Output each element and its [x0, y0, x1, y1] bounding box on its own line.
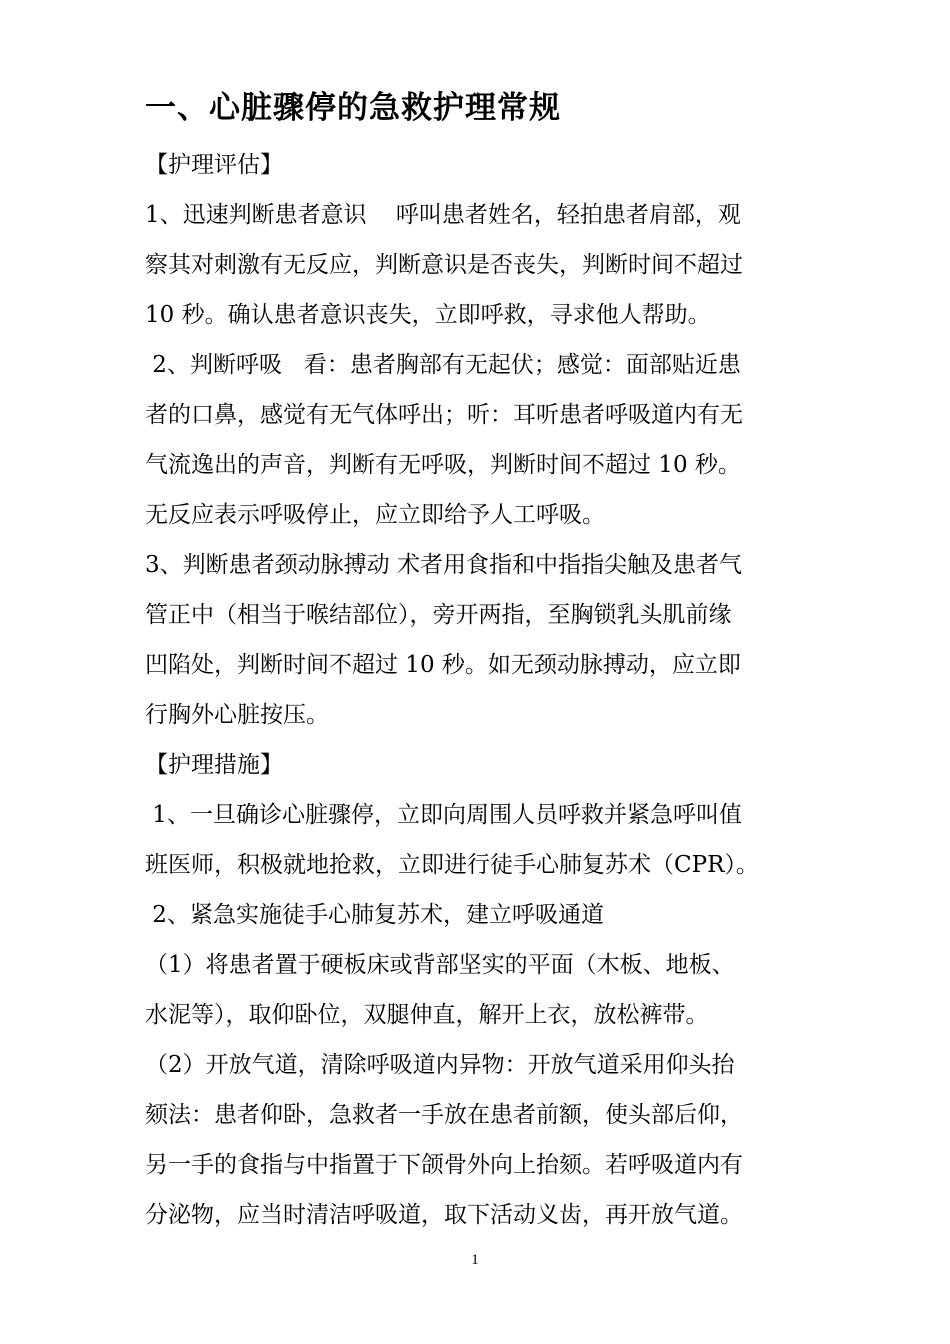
page-number: 1	[471, 1252, 479, 1268]
paragraph-line: 凹陷处，判断时间不超过 10 秒。如无颈动脉搏动，应立即	[145, 652, 741, 678]
section-heading-assessment: 【护理评估】	[145, 152, 283, 178]
paragraph-line: 1、一旦确诊心脏骤停，立即向周围人员呼救并紧急呼叫值	[145, 802, 742, 828]
paragraph-line: 班医师，积极就地抢救，立即进行徒手心肺复苏术（CPR）。	[145, 852, 759, 878]
paragraph-line: 管正中（相当于喉结部位），旁开两指，至胸锁乳头肌前缘	[145, 602, 732, 628]
paragraph-line: 2、紧急实施徒手心肺复苏术，建立呼吸通道	[145, 902, 604, 928]
paragraph-line: 另一手的食指与中指置于下颌骨外向上抬颏。若呼吸道内有	[145, 1152, 743, 1178]
paragraph-line: 1、迅速判断患者意识 呼叫患者姓名，轻拍患者肩部，观	[145, 202, 741, 228]
paragraph-line: （2）开放气道，清除呼吸道内异物：开放气道采用仰头抬	[145, 1052, 735, 1078]
paragraph-line: 气流逸出的声音，判断有无呼吸，判断时间不超过 10 秒。	[145, 452, 741, 478]
paragraph-line: 察其对刺激有无反应，判断意识是否丧失，判断时间不超过	[145, 252, 743, 278]
paragraph-line: 2、判断呼吸 看：患者胸部有无起伏；感觉：面部贴近患	[145, 352, 741, 378]
paragraph-line: 水泥等），取仰卧位，双腿伸直，解开上衣，放松裤带。	[145, 1002, 709, 1028]
paragraph-line: （1）将患者置于硬板床或背部坚实的平面（木板、地板、	[145, 952, 735, 978]
paragraph-line: 分泌物，应当时清洁呼吸道，取下活动义齿，再开放气道。	[145, 1202, 743, 1228]
document-title: 一、心脏骤停的急救护理常规	[145, 90, 561, 126]
paragraph-line: 3、判断患者颈动脉搏动 术者用食指和中指指尖触及患者气	[145, 552, 742, 578]
document-body	[145, 140, 825, 1240]
paragraph-line: 行胸外心脏按压。	[145, 702, 329, 728]
paragraph-line: 颏法：患者仰卧，急救者一手放在患者前额，使头部后仰，	[145, 1102, 743, 1128]
paragraph-line: 者的口鼻，感觉有无气体呼出；听：耳听患者呼吸道内有无	[145, 402, 743, 428]
paragraph-line: 无反应表示呼吸停止，应立即给予人工呼吸。	[145, 502, 605, 528]
paragraph-line: 10 秒。确认患者意识丧失，立即呼救，寻求他人帮助。	[145, 302, 711, 328]
section-heading-measures: 【护理措施】	[145, 752, 283, 778]
